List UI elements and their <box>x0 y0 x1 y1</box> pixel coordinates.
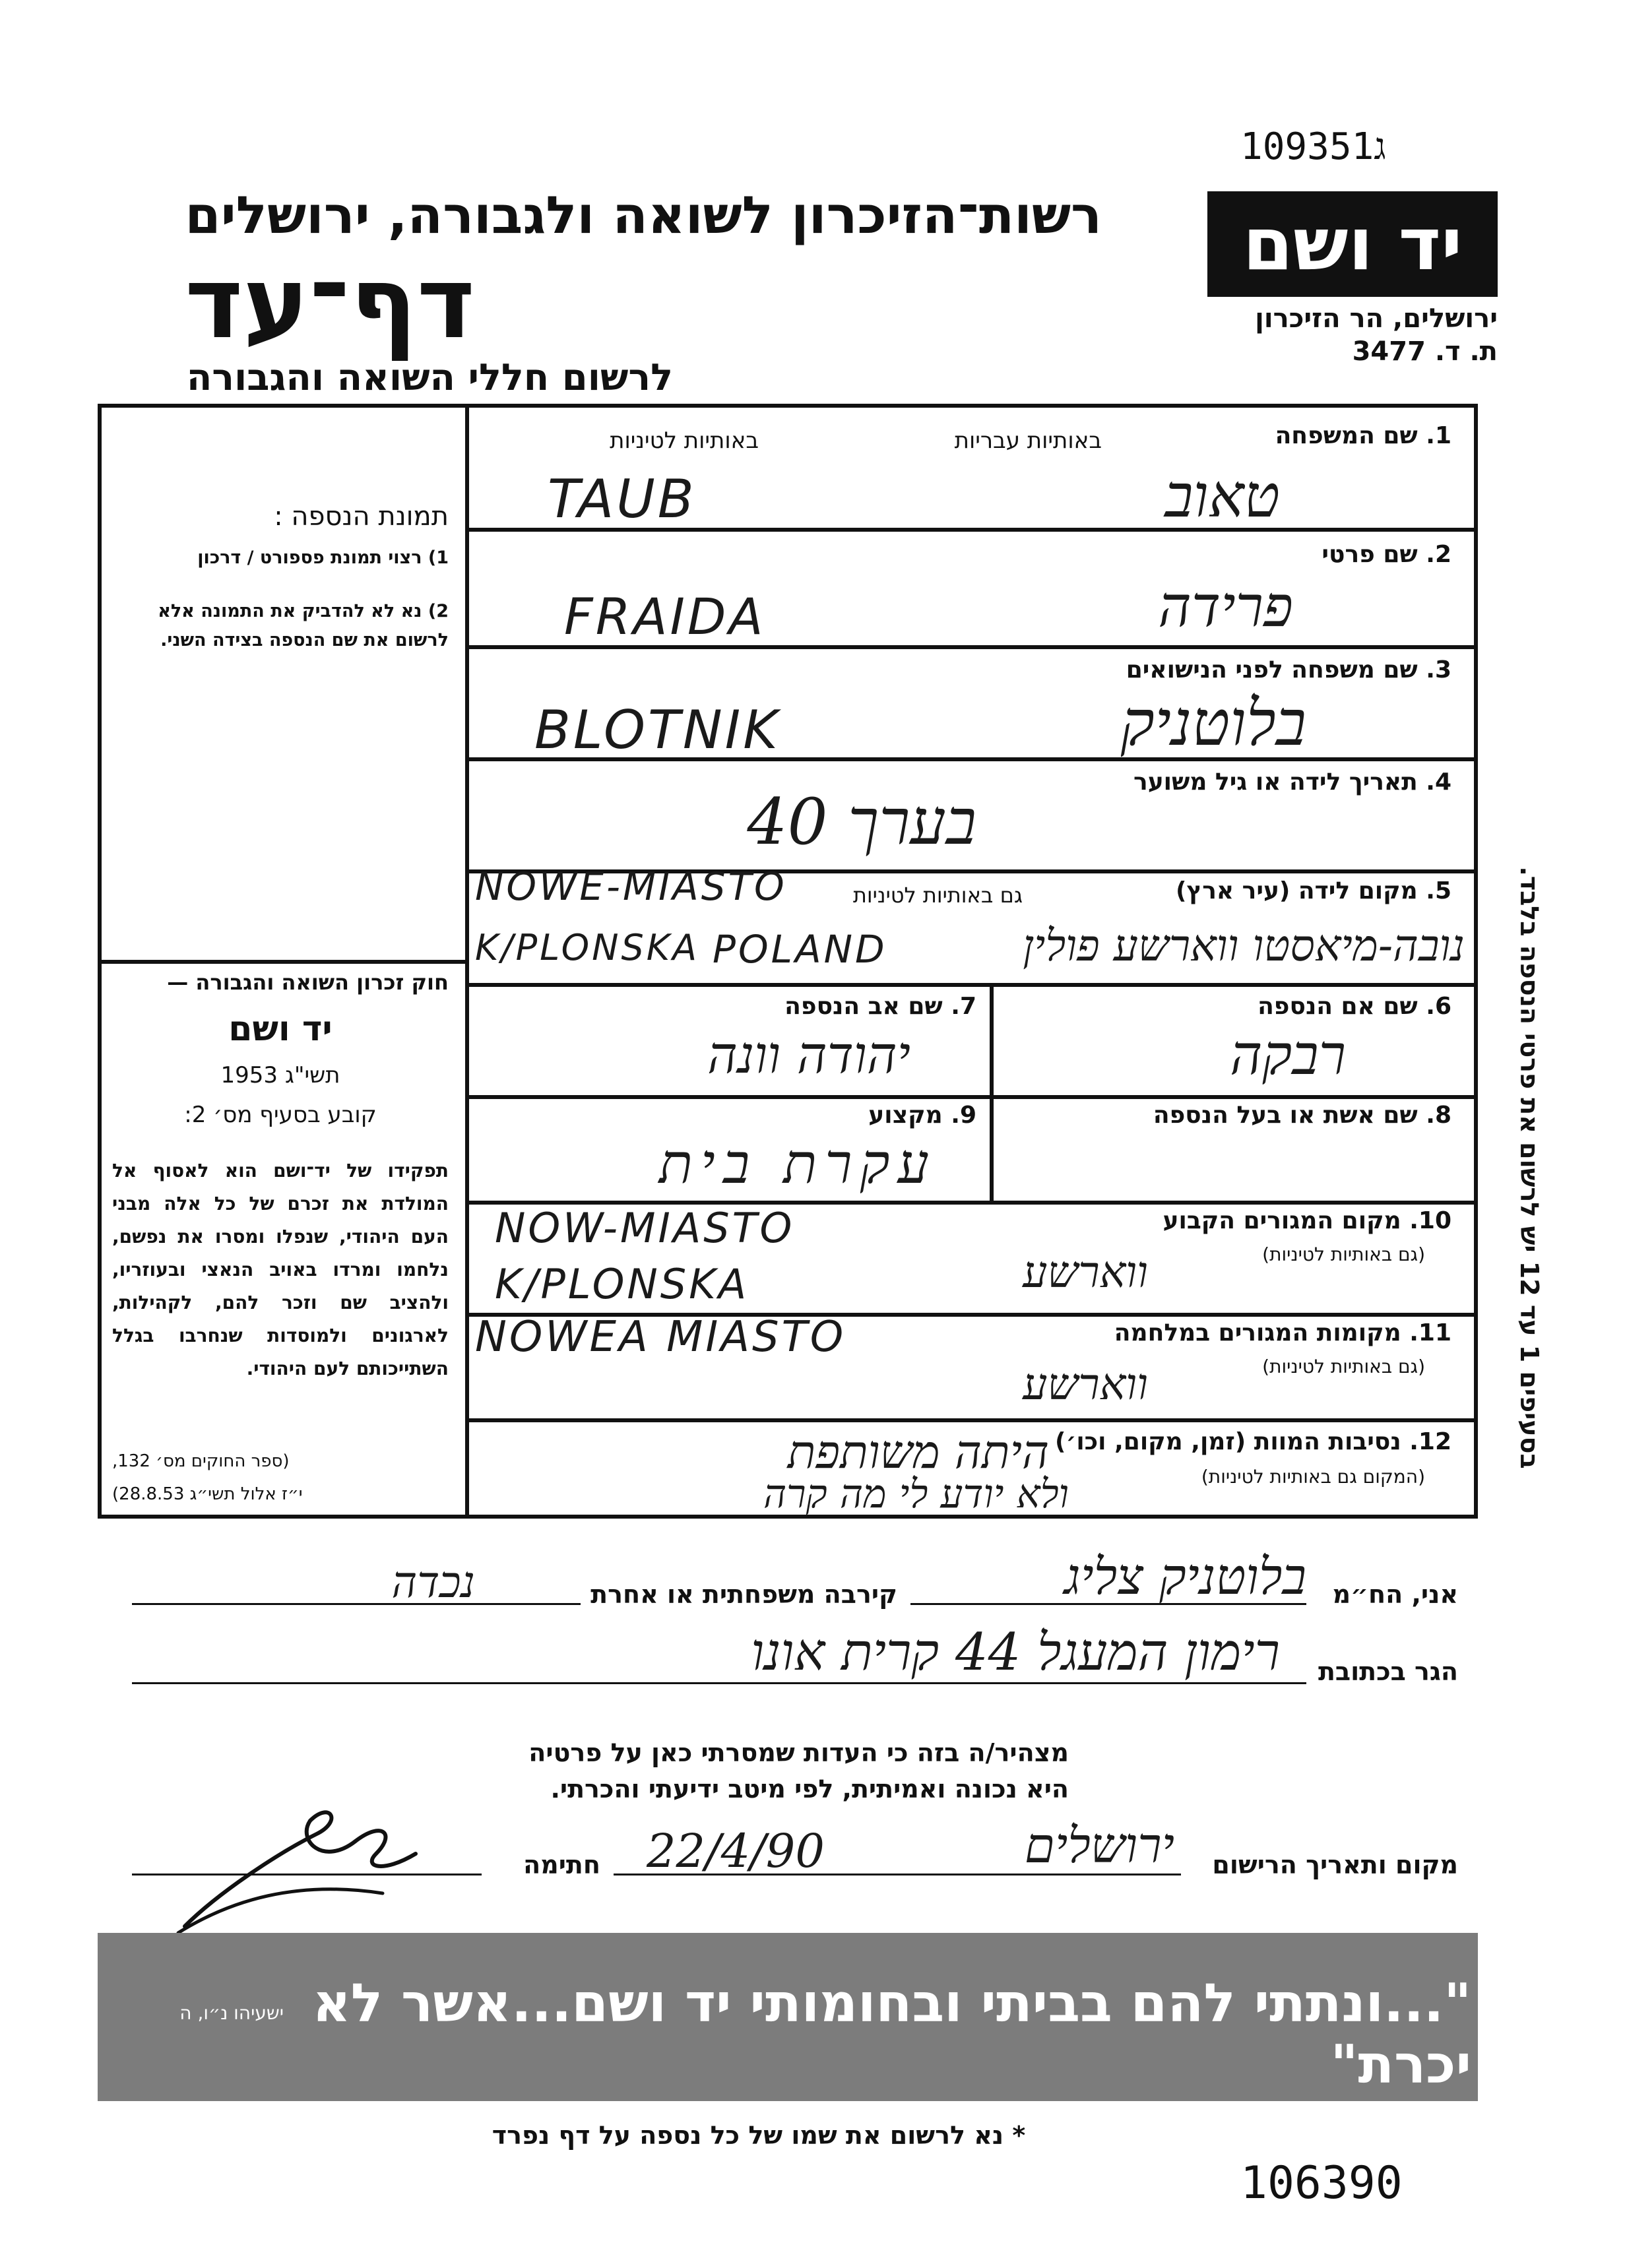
field11-label: 11. מקומות המגורים במלחמה <box>1114 1319 1451 1346</box>
serial-number-bottom: 106390 <box>1240 2157 1403 2209</box>
address-line <box>132 1682 1306 1684</box>
photo-box-item1: 1) רצוי תמונת פספורט / דרכון <box>197 548 449 568</box>
declarant-name-value[interactable]: בלוטניק צליג <box>1064 1547 1306 1606</box>
banner-quote: "...ונתתי להם בביתי ובחומותי יד ושם...אשר לא יכרת" <box>312 1972 1471 2095</box>
relation-label: קירבה משפחתית או אחרת <box>590 1580 897 1609</box>
field11-latin-hint: (גם באותיות לטיניות) <box>1262 1356 1425 1377</box>
logo-address-line1: ירושלים, הר הזיכרון <box>1255 303 1498 334</box>
logo-text: יד ושם <box>1242 202 1463 286</box>
law-body: תפקידו של יד־ושם הוא לאסוף אל המולדת את זכרם של כל אלה מבני העם היהודי, שנפלו ומסרו את נפשם, נלחמו ומרדו באויב הנאצי ובעוזריו, ולהציב שם וזכר להם, לקהילות, לארגונים ולמוסדות שנחרבו בגלל השתייכותם לעם היהודי. <box>112 1160 449 1379</box>
field12-value-line2[interactable]: ולא יודע לי מה קרה <box>763 1471 1069 1517</box>
law-clause: קובע בסעיף מס׳ 2: <box>184 1102 377 1128</box>
logo-address-line2: ת. ד. 3477 <box>1352 336 1498 367</box>
field11-value-latin[interactable]: NOWEA MIASTO <box>475 1313 846 1362</box>
field11-value-hebrew[interactable]: ווארשע <box>1023 1359 1148 1410</box>
field9-label: 9. מקצוע <box>868 1102 976 1129</box>
field5-value-latin-country[interactable]: POLAND <box>713 927 887 972</box>
left-box-divider <box>98 960 467 964</box>
yad-vashem-logo <box>1207 191 1498 297</box>
law-source: (ספר החוקים מס׳ 132, <box>112 1451 290 1471</box>
row-divider-5 <box>465 983 1478 987</box>
field12-value-line1[interactable]: היתה משותפת <box>787 1425 1049 1479</box>
law-heading: חוק זכרון השואה והגבורה — <box>167 970 449 995</box>
field5-value-latin-city[interactable]: NOWE-MIASTO <box>475 864 787 909</box>
row-divider-9 <box>465 1418 1478 1422</box>
field8-label: 8. שם אשת או בעל הנספה <box>1153 1102 1451 1129</box>
field3-value-hebrew[interactable]: בלוטניק <box>1120 686 1306 760</box>
field1-hebrew-column-label: באותיות עבריות <box>954 427 1102 454</box>
banner-source: ישעיהו נ״ו, ה <box>179 2002 284 2024</box>
serial-number-top: ג109351 <box>1240 125 1386 168</box>
row-divider-6 <box>465 1095 1478 1099</box>
photo-box-title: תמונת הנספה : <box>274 501 449 532</box>
field5-value-latin-district[interactable]: K/PLONSKA <box>475 927 700 968</box>
split-divider-6-7 <box>990 983 994 1095</box>
field10-value-latin-city[interactable]: NOW-MIASTO <box>495 1204 795 1252</box>
field4-value[interactable]: בערך 40 <box>747 785 976 859</box>
field2-value-hebrew[interactable]: פרידה <box>1158 574 1293 640</box>
field10-label: 10. מקום המגורים הקבוע <box>1163 1207 1451 1234</box>
field7-value[interactable]: יהודה וונה <box>707 1026 910 1085</box>
field1-label: 1. שם המשפחה <box>1275 422 1451 449</box>
field5-value-hebrew[interactable]: נובה-מיאסטו ווארשע פולין <box>1023 920 1465 971</box>
declarant-me-label: אני, הח״מ <box>1332 1580 1458 1609</box>
law-source-date: י״ז אלול תשי״ג 28.8.53) <box>112 1484 303 1504</box>
address-value[interactable]: רימון המעגל 44 קרית אונו <box>751 1623 1280 1682</box>
law-name: יד ושם <box>228 1009 333 1049</box>
registration-date-value[interactable]: 22/4/90 <box>647 1824 825 1878</box>
field12-label: 12. נסיבות המוות (זמן, מקום, וכו׳) <box>1055 1428 1451 1455</box>
field10-value-hebrew[interactable]: ווארשע <box>1023 1247 1148 1298</box>
signature-image <box>165 1794 442 1939</box>
field3-value-latin[interactable]: BLOTNIK <box>534 699 781 761</box>
field5-latin-hint: גם באותיות לטיניות <box>852 883 1023 908</box>
address-label: הגר בכתובת <box>1318 1657 1458 1686</box>
field1-value-hebrew[interactable]: טאוב <box>1164 462 1280 531</box>
field2-label: 2. שם פרטי <box>1322 541 1451 568</box>
authority-name: רשות־הזיכרון לשואה ולגבורה, ירושלים <box>185 186 1102 245</box>
field1-value-latin[interactable]: TAUB <box>548 468 697 530</box>
field9-value[interactable]: עקרת בית <box>658 1131 937 1196</box>
field3-label: 3. שם משפחה לפני הנישואים <box>1126 656 1451 683</box>
registration-place-value[interactable]: ירושלים <box>1024 1817 1174 1874</box>
place-date-label: מקום ותאריך הרישום <box>1212 1850 1458 1879</box>
signature-label: חתימה <box>523 1850 600 1879</box>
field10-value-latin-district[interactable]: K/PLONSKA <box>495 1260 749 1308</box>
split-divider-8-9 <box>990 1095 994 1201</box>
field2-value-latin[interactable]: FRAIDA <box>564 587 766 646</box>
field1-latin-column-label: באותיות לטיניות <box>610 427 759 454</box>
field4-label: 4. תאריך לידה או גיל משוער <box>1133 769 1451 796</box>
field5-label: 5. מקום לידה (עיר ארץ) <box>1176 877 1451 904</box>
footer-note: * נא לרשום את שמו של כל נספה על דף נפרד <box>492 2121 1026 2150</box>
relation-value[interactable]: נכדה <box>391 1557 475 1608</box>
field10-latin-hint: (גם באותיות לטיניות) <box>1262 1244 1425 1265</box>
declaration-line1: מצהיר/ה בזה כי העדות שמסרתי כאן על פרטיה <box>528 1738 1069 1767</box>
form-title: דף־עד <box>185 246 475 361</box>
declaration-line2: היא נכונה ואמיתית, לפי מיטב ידיעתי והכרתי. <box>550 1775 1069 1804</box>
field12-place-hint: (המקום גם באותיות לטיניות) <box>1201 1466 1425 1488</box>
field7-label: 7. שם אב הנספה <box>784 993 976 1020</box>
form-subtitle: לרשום חללי השואה והגבורה <box>186 356 673 399</box>
law-year: תשי"ג 1953 <box>220 1062 340 1088</box>
field6-value[interactable]: רבקה <box>1230 1023 1346 1087</box>
photo-box-item2: 2) נא לא להדביק את התמונה אלא לרשום את שם הנספה בצידה השני. <box>158 601 449 650</box>
side-note: בסעיפים 1 עד 12 יש לרשום את פרטי הנספה בלבד. <box>1515 866 1544 1469</box>
field6-label: 6. שם אם הנספה <box>1258 993 1451 1020</box>
